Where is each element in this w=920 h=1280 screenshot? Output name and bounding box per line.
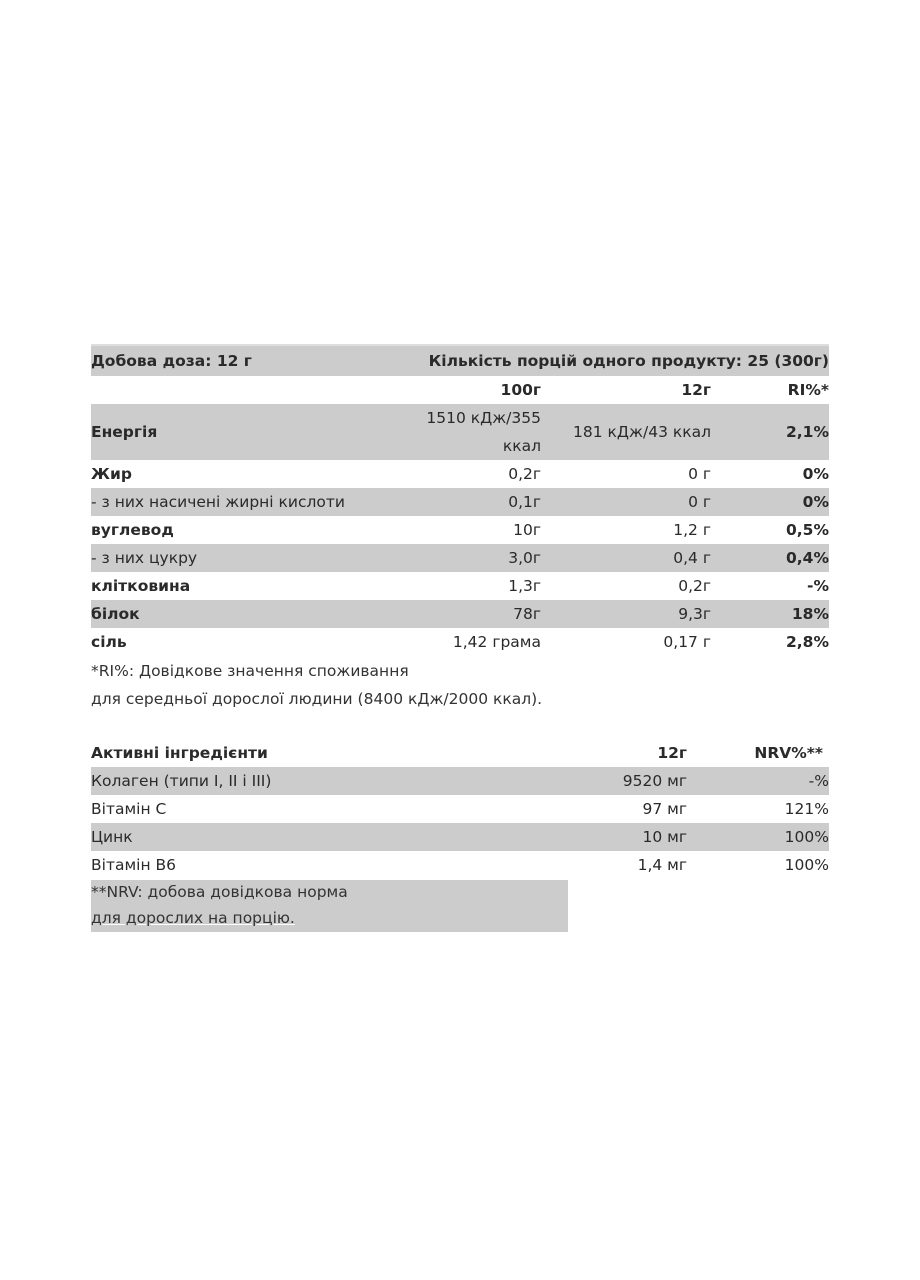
table-header-row (91, 346, 829, 376)
value-12g: 0,17 г (663, 633, 711, 651)
table-row (91, 516, 829, 544)
value-100g-line2: ккал (502, 437, 541, 455)
ingredient-name: Вітамін B6 (91, 856, 177, 874)
value-100g: 0,1г (508, 493, 541, 511)
table-row (91, 823, 829, 851)
active-column-nrv: NRV%** (754, 744, 823, 762)
nutrient-name: Енергія (91, 423, 158, 441)
nutrient-name: сіль (91, 633, 127, 651)
servings-label: Кількість порцій одного продукту: 25 (300г) (428, 352, 829, 370)
value-12g: 9,3г (678, 605, 711, 623)
value-100g-line1: 1510 кДж/355 (426, 409, 541, 427)
value-12g: 181 кДж/43 ккал (573, 423, 711, 441)
table-row (91, 851, 829, 879)
ri-footnote-line1: *RI%: Довідкове значення споживання (91, 662, 409, 680)
ri-footnote-line2: для середньої дорослої людини (8400 кДж/2000 ккал). (91, 690, 543, 708)
active-ingredients-table (91, 739, 829, 879)
value-12g: 0,4 г (673, 549, 711, 567)
nutrient-name: Жир (91, 465, 132, 483)
value-ri: 0,5% (786, 521, 829, 539)
nutrient-name: - з них цукру (91, 549, 198, 567)
active-header-label: Активні інгредієнти (91, 744, 268, 762)
table-row (91, 488, 829, 516)
value-12g: 0 г (688, 465, 711, 483)
value-ri: 2,8% (786, 633, 829, 651)
value-ri: 18% (791, 605, 829, 623)
value-12g: 0 г (688, 493, 711, 511)
value-ri: 0,4% (786, 549, 829, 567)
table-row (91, 767, 829, 795)
ingredient-amount: 97 мг (642, 800, 687, 818)
ingredient-nrv: 100% (784, 856, 829, 874)
column-header-row (91, 376, 829, 404)
table-row (91, 572, 829, 600)
value-100g: 10г (513, 521, 541, 539)
nutrient-name: - з них насичені жирні кислоти (91, 493, 345, 511)
ingredient-nrv: 121% (784, 800, 829, 818)
ingredient-name: Цинк (91, 828, 133, 846)
column-header-12g: 12г (681, 381, 711, 399)
value-ri: 2,1% (786, 423, 829, 441)
ingredient-amount: 9520 мг (622, 772, 687, 790)
ingredient-amount: 1,4 мг (637, 856, 687, 874)
nutrient-name: клітковина (91, 577, 191, 595)
table-row (91, 600, 829, 628)
active-header-row (91, 739, 829, 767)
daily-dose-label: Добова доза: 12 г (91, 352, 252, 370)
table-row (91, 795, 829, 823)
ingredient-nrv: -% (808, 772, 829, 790)
column-header-ri: RI%* (787, 381, 829, 399)
nutrient-name: вуглевод (91, 521, 174, 539)
value-100g (391, 404, 541, 460)
value-12g: 0,2г (678, 577, 711, 595)
ingredient-name: Вітамін С (91, 800, 167, 818)
value-100g: 0,2г (508, 465, 541, 483)
value-12g: 1,2 г (673, 521, 711, 539)
nutrient-name: білок (91, 605, 140, 623)
table-row (91, 404, 829, 460)
nrv-footnote-line2: для дорослих на порцію. (91, 909, 295, 927)
active-column-12g: 12г (657, 744, 687, 762)
value-100g: 1,42 грама (452, 633, 541, 651)
nrv-footnote-line1: **NRV: добова довідкова норма (91, 883, 348, 901)
value-ri: 0% (802, 465, 829, 483)
table-row (91, 544, 829, 572)
value-100g: 78г (513, 605, 541, 623)
ingredient-nrv: 100% (784, 828, 829, 846)
value-100g: 3,0г (508, 549, 541, 567)
column-header-100g: 100г (500, 381, 541, 399)
value-ri: -% (807, 577, 829, 595)
table-row (91, 460, 829, 488)
value-100g: 1,3г (508, 577, 541, 595)
value-ri: 0% (802, 493, 829, 511)
nrv-footnote (91, 880, 568, 932)
table-row (91, 628, 829, 656)
ingredient-amount: 10 мг (642, 828, 687, 846)
nutrition-table (91, 344, 829, 656)
ingredient-name: Колаген (типи I, II і III) (91, 772, 272, 790)
